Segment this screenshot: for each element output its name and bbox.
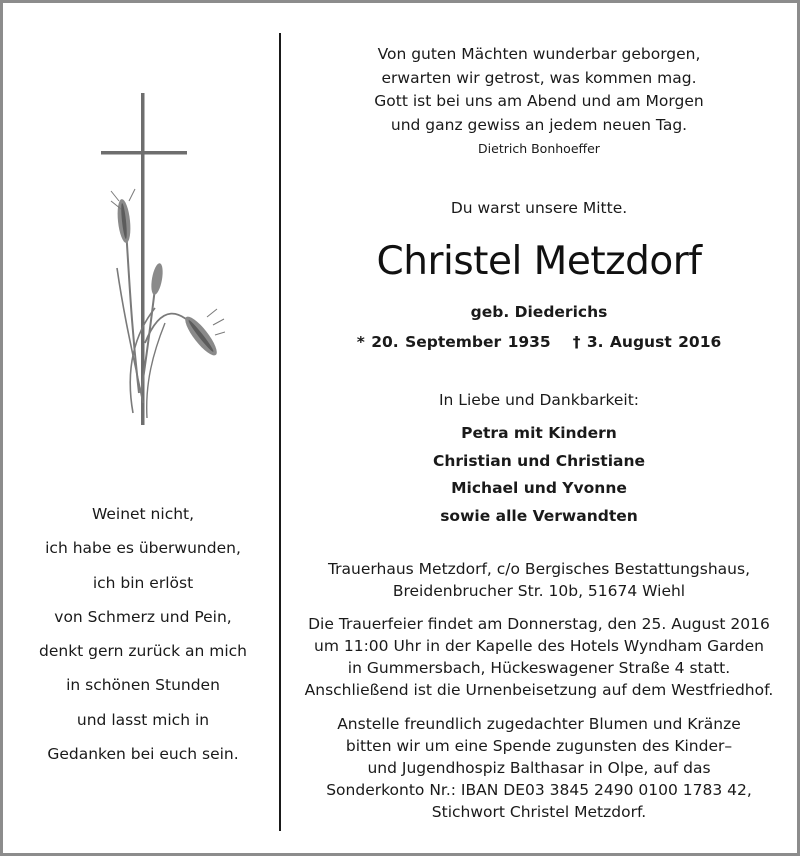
mourner-entry: Christian und Christiane xyxy=(432,451,646,470)
ceremony-line: Anschließend ist die Urnenbeisetzung auf dem Westfriedhof. xyxy=(304,681,774,699)
donation-line: und Jugendhospiz Balthasar in Olpe, auf das xyxy=(367,759,711,777)
quote-line: Von guten Mächten wunderbar geborgen, xyxy=(377,45,701,63)
poem-line: Weinet nicht, xyxy=(91,505,195,523)
deceased-name: Christel Metzdorf xyxy=(376,239,702,284)
mourners-list xyxy=(281,420,797,530)
donation-info xyxy=(281,713,797,823)
left-poem xyxy=(23,497,263,771)
address-line: Trauerhaus Metzdorf, c/o Bergisches Bestattungshaus, xyxy=(327,560,750,578)
birth-name: geb. Diederichs xyxy=(470,303,608,321)
cross-wheat-icon xyxy=(95,93,225,433)
ceremony-info xyxy=(281,613,797,701)
ceremony-line: Die Trauerfeier findet am Donnerstag, den 25. August 2016 xyxy=(308,615,770,633)
poem-line: in schönen Stunden xyxy=(66,676,220,695)
left-column xyxy=(3,3,279,853)
donation-line: Sonderkonto Nr.: IBAN DE03 3845 2490 0100 1783 42, xyxy=(326,781,752,799)
poem-line: und lasst mich in xyxy=(76,710,210,729)
birth-date: * 20. September 1935 xyxy=(356,333,551,351)
life-dates xyxy=(281,333,797,351)
poem-line: ich habe es überwunden, xyxy=(45,539,241,558)
mourner-entry: Michael und Yvonne xyxy=(451,479,627,497)
bonhoeffer-quote xyxy=(281,43,797,137)
poem-line: ich bin erlöst xyxy=(92,573,194,592)
quote-line: und ganz gewiss an jedem neuen Tag. xyxy=(390,115,688,134)
poem-line: von Schmerz und Pein, xyxy=(54,607,232,626)
mourner-entry: sowie alle Verwandten xyxy=(440,506,638,525)
mourning-address xyxy=(281,558,797,602)
intro-line: Du warst unsere Mitte. xyxy=(450,199,628,217)
gratitude-line: In Liebe und Dankbarkeit: xyxy=(438,391,640,409)
ceremony-line: in Gummersbach, Hückeswagener Straße 4 statt. xyxy=(347,659,731,677)
address-line: Breidenbrucher Str. 10b, 51674 Wiehl xyxy=(392,582,686,600)
mourner-entry: Petra mit Kindern xyxy=(461,424,617,442)
right-column xyxy=(281,3,797,853)
quote-line: Gott ist bei uns am Abend und am Morgen xyxy=(374,92,704,110)
donation-line: bitten wir um eine Spende zugunsten des Kinder– xyxy=(345,737,733,755)
death-date: † 3. August 2016 xyxy=(572,333,722,351)
quote-author: Dietrich Bonhoeffer xyxy=(478,141,600,156)
quote-line: erwarten wir getrost, was kommen mag. xyxy=(381,68,697,87)
donation-line: Stichwort Christel Metzdorf. xyxy=(431,803,647,821)
donation-line: Anstelle freundlich zugedachter Blumen und Kränze xyxy=(337,715,741,733)
ceremony-line: um 11:00 Uhr in der Kapelle des Hotels Wyndham Garden xyxy=(314,637,764,655)
poem-line: Gedanken bei euch sein. xyxy=(47,745,239,764)
poem-line: denkt gern zurück an mich xyxy=(39,642,247,661)
